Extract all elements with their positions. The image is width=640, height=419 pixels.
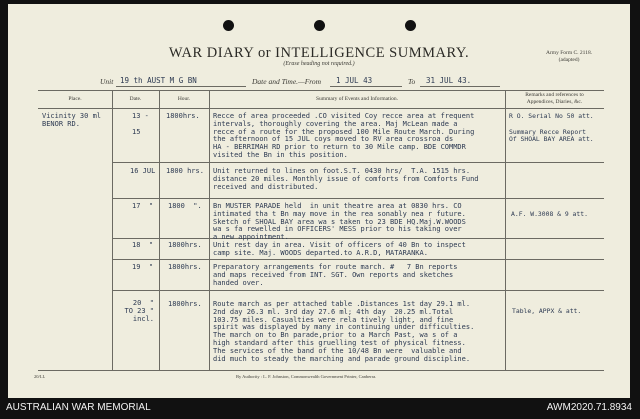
unit-label: Unit	[100, 77, 114, 86]
punch-hole	[314, 20, 325, 31]
entry-remarks: Table, APPX & att.	[512, 307, 582, 315]
column-header-summary: Summary of Events and Information.	[315, 96, 399, 102]
date-from-underline	[330, 86, 402, 87]
date-from-label: Date and Time.—From	[252, 77, 322, 86]
page-title: WAR DIARY or INTELLIGENCE SUMMARY.	[168, 45, 470, 61]
entry-place: Vicinity 30 ml BENOR RD.	[42, 112, 102, 128]
date-to-underline	[420, 86, 500, 87]
column-header-place: Place.	[68, 96, 82, 102]
column-divider	[159, 90, 160, 370]
entry-date: 20 " TO 23 " incl.	[124, 299, 154, 323]
entry-hour: 1800 hrs.	[166, 167, 204, 175]
row-separator	[112, 162, 604, 163]
table-bottom-rule	[38, 370, 604, 371]
row-separator	[112, 259, 604, 260]
archive-caption: AUSTRALIAN WAR MEMORIAL	[6, 402, 151, 413]
unit-value: 19 th AUST M G BN	[120, 76, 197, 85]
entry-summary: Route march as per attached table .Distances 1st day 29.1 ml. 2nd day 26.3 ml. 3rd day 27.6 ml; 4th day 20.25 ml.Total 103.75 miles. Casualties were rela tively light, and fine spirit was displayed by many in continuing under difficulties. The march on to Bn parade,prior to a March Past, wa s of a high standard after this gruelling test of physical fitness. The services of the band of the 10/48 Bn were valuable and did much to steady the marching and parade ground discipline.	[213, 300, 475, 363]
entry-date: 13 - 15	[132, 112, 149, 136]
form-number: 20/LL	[34, 374, 46, 379]
column-divider	[112, 90, 113, 370]
diary-sheet	[8, 4, 630, 398]
entry-summary: Preparatory arrangements for route march. # 7 Bn reports and maps received from INT. SGT. Own reports and sketches handed over.	[213, 263, 458, 287]
army-form-label: Army Form C. 2118. (adapted)	[546, 50, 593, 63]
unit-underline	[116, 86, 246, 87]
entry-hour: 1800 ".	[168, 202, 202, 210]
archive-reference: AWM2020.71.8934	[546, 402, 632, 413]
column-divider	[209, 90, 210, 370]
entry-remarks: A.F. W.3008 & 9 att.	[511, 210, 588, 218]
date-to-label: To	[408, 77, 416, 86]
date-to-value: 31 JUL 43.	[426, 76, 472, 85]
page-subtitle: (Erase heading not required.)	[283, 61, 355, 67]
entry-date: 18 "	[132, 241, 154, 249]
entry-summary: Recce of area proceeded .CO visited Coy recce area at frequent intervals, thoroughly covering the area. Maj McLean made a recce of a route for the proposed 100 Mile Route March. During the afternoon of 15 JUL coys moved to RV area crossroa ds HA - BERRIMAH RD prior to return to 30 Mile camp. BDE COMMDR visited the Bn in this position.	[213, 112, 475, 159]
row-separator	[112, 198, 604, 199]
header-bottom-rule	[38, 108, 604, 109]
column-header-hour: Hour.	[177, 96, 191, 102]
punch-hole	[223, 20, 234, 31]
entry-hour: 1800hrs.	[166, 112, 200, 120]
entry-hour: 1800hrs.	[168, 241, 202, 249]
punch-hole	[405, 20, 416, 31]
entry-remarks: R O. Serial No 50 att. Summary Recce Report Of SHOAL BAY AREA att.	[509, 112, 594, 144]
date-from-value: 1 JUL 43	[336, 76, 373, 85]
entry-summary: Unit rest day in area. Visit of officers of 40 Bn to inspect camp site. Maj. WOODS departed.to A.R.D, MATARANKA.	[213, 241, 466, 257]
column-header-date: Date.	[129, 96, 142, 102]
entry-hour: 1800hrs.	[168, 300, 202, 308]
entry-date: 16 JUL	[130, 167, 156, 175]
entry-hour: 1800hrs.	[168, 263, 202, 271]
printer-imprint: By Authority : L. F. Johnston, Commonwealth Government Printer, Canberra.	[236, 374, 377, 379]
entry-date: 19 "	[132, 263, 154, 271]
table-top-rule	[38, 90, 604, 91]
column-divider	[505, 90, 506, 370]
entry-summary: Bn MUSTER PARADE held in unit theatre area at 0830 hrs. CO intimated tha t Bn may move in the rea sonably nea r future. Sketch of SHOAL BAY area wa s taken to 23 BDE HQ.Maj.W.WOODS wa s fa rewelled in OFFICERS' MESS prior to his taking over a new appointment.	[213, 202, 466, 242]
entry-summary: Unit returned to lines on foot.S.T. 0430 hrs/ T.A. 1515 hrs. distance 20 miles. Monthly issue of comforts from Comforts Fund received and distributed.	[213, 167, 479, 191]
entry-date: 17 "	[132, 202, 154, 210]
column-header-remarks: Remarks and references to Appendices, Diaries, &c.	[525, 92, 584, 105]
row-separator	[112, 290, 604, 291]
